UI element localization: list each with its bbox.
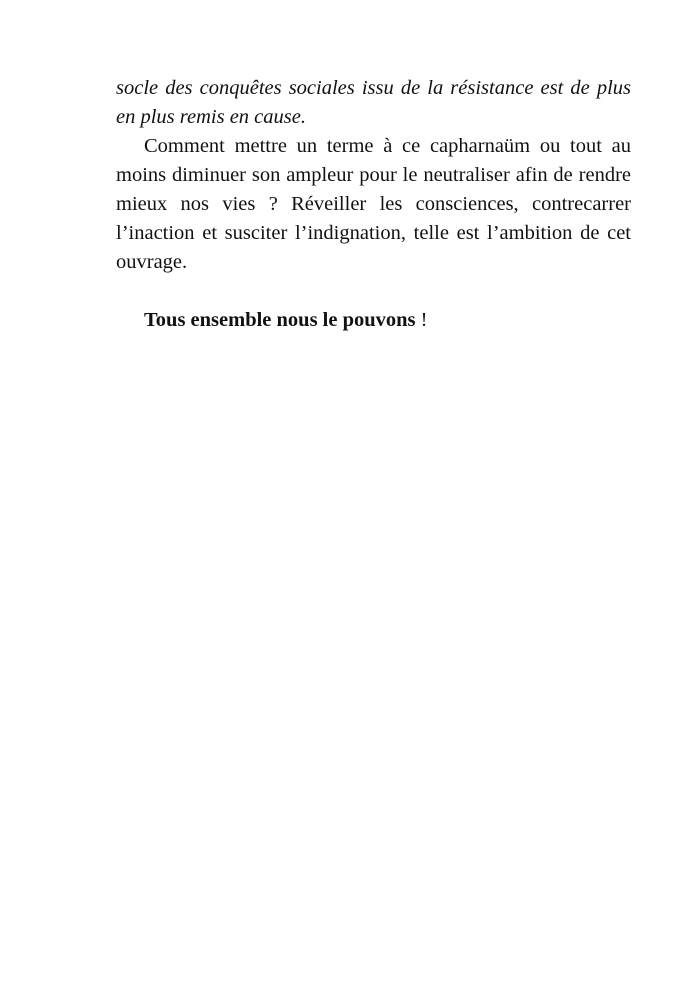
paragraph-body: Comment mettre un terme à ce capharnaüm ou tout au moins diminuer son ampleur pour le neutraliser afin de rendre mieux nos vies ? Réveiller les consciences, contrecarrer l’inaction et susciter l’indignation, telle est l’ambition de cet ouvrage. (116, 135, 631, 273)
closing-line (116, 306, 631, 335)
closing-bold-text: Tous ensemble nous le pouvons (144, 309, 416, 331)
closing-exclamation: ! (415, 309, 428, 331)
paragraph-italic-continuation: socle des conquêtes sociales issu de la résistance est de plus en plus remis en cause. (116, 77, 631, 128)
document-page (116, 74, 631, 335)
